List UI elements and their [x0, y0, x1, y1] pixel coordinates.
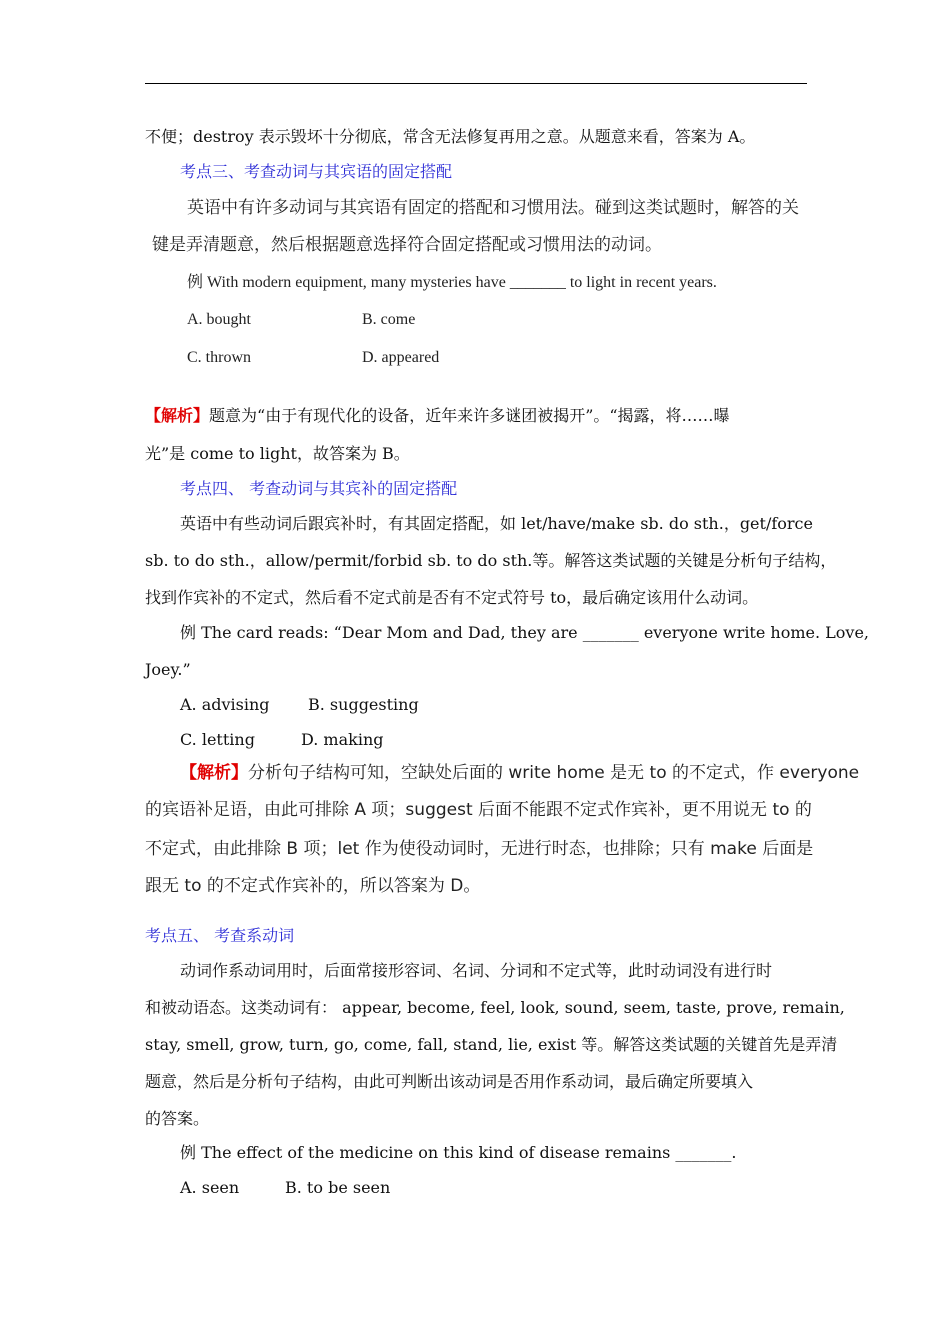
option-c: C. thrown [187, 349, 251, 366]
paragraph-line: 和被动语态。这类动词有： appear, become, feel, look, sound, seem, taste, prove, remain, [145, 998, 845, 1017]
paragraph-line: 英语中有些动词后跟宾补时，有其固定搭配，如 let/have/make sb. do sth.，get/force [180, 514, 813, 533]
option-b: B. suggesting [308, 695, 419, 714]
example-sentence: 例 With modern equipment, many mysteries have _______ to light in recent years. [187, 274, 717, 291]
analysis-text: 分析句子结构可知，空缺处后面的 write home 是无 to 的不定式，作 everyone [248, 763, 860, 783]
section-heading-4: 考点四、 考查动词与其宾补的固定搭配 [180, 479, 458, 498]
section-heading-3: 考点三、考查动词与其宾语的固定搭配 [180, 162, 453, 181]
option-d: D. making [301, 730, 384, 749]
analysis-line [180, 762, 859, 784]
paragraph-line: 英语中有许多动词与其宾语有固定的搭配和习惯用法。碰到这类试题时，解答的关 [187, 198, 799, 218]
analysis-line [145, 405, 730, 427]
paragraph-line: 键是弄清题意，然后根据题意选择符合固定搭配或习惯用法的动词。 [152, 235, 662, 255]
analysis-line: 光”是 come to light，故答案为 B。 [145, 444, 410, 463]
option-b: B. come [362, 311, 416, 328]
example-sentence: 例 The effect of the medicine on this kind of disease remains _______. [180, 1143, 737, 1162]
analysis-line: 的宾语补足语，由此可排除 A 项；suggest 后面不能跟不定式作宾补，更不用说无 to 的 [145, 800, 812, 820]
analysis-tag: 【解析】 [180, 763, 248, 783]
paragraph-line: 题意，然后是分析句子结构，由此可判断出该动词是否用作系动词，最后确定所要填入 [145, 1072, 754, 1091]
analysis-tag: 【解析】 [145, 406, 210, 425]
paragraph-line: 动词作系动词用时，后面常接形容词、名词、分词和不定式等，此时动词没有进行时 [180, 961, 773, 980]
option-c: C. letting [180, 730, 255, 749]
analysis-line: 跟无 to 的不定式作宾补的，所以答案为 D。 [145, 876, 481, 896]
option-d: D. appeared [362, 349, 440, 366]
option-a: A. seen [180, 1178, 240, 1197]
example-sentence: Joey.” [145, 660, 191, 679]
paragraph-line: sb. to do sth.，allow/permit/forbid sb. to do sth.等。解答这类试题的关键是分析句子结构， [145, 551, 837, 570]
analysis-line: 不定式，由此排除 B 项；let 作为使役动词时，无进行时态，也排除；只有 make 后面是 [145, 839, 814, 859]
section-heading-5: 考点五、 考查系动词 [145, 926, 295, 945]
paragraph-line: 的答案。 [145, 1109, 210, 1128]
option-a: A. bought [187, 311, 251, 328]
analysis-text: 题意为“由于有现代化的设备，近年来许多谜团被揭开”。“揭露，将……曝 [209, 406, 730, 425]
header-rule [145, 83, 807, 84]
paragraph-line: stay, smell, grow, turn, go, come, fall, stand, lie, exist 等。解答这类试题的关键首先是弄清 [145, 1035, 838, 1054]
paragraph-line: 不便；destroy 表示毁坏十分彻底，常含无法修复再用之意。从题意来看，答案为 A。 [145, 127, 756, 146]
option-a: A. advising [180, 695, 270, 714]
paragraph-line: 找到作宾补的不定式，然后看不定式前是否有不定式符号 to，最后确定该用什么动词。 [145, 588, 759, 607]
example-sentence: 例 The card reads: “Dear Mom and Dad, they are _______ everyone write home. Love, [180, 623, 870, 642]
option-b: B. to be seen [285, 1178, 391, 1197]
